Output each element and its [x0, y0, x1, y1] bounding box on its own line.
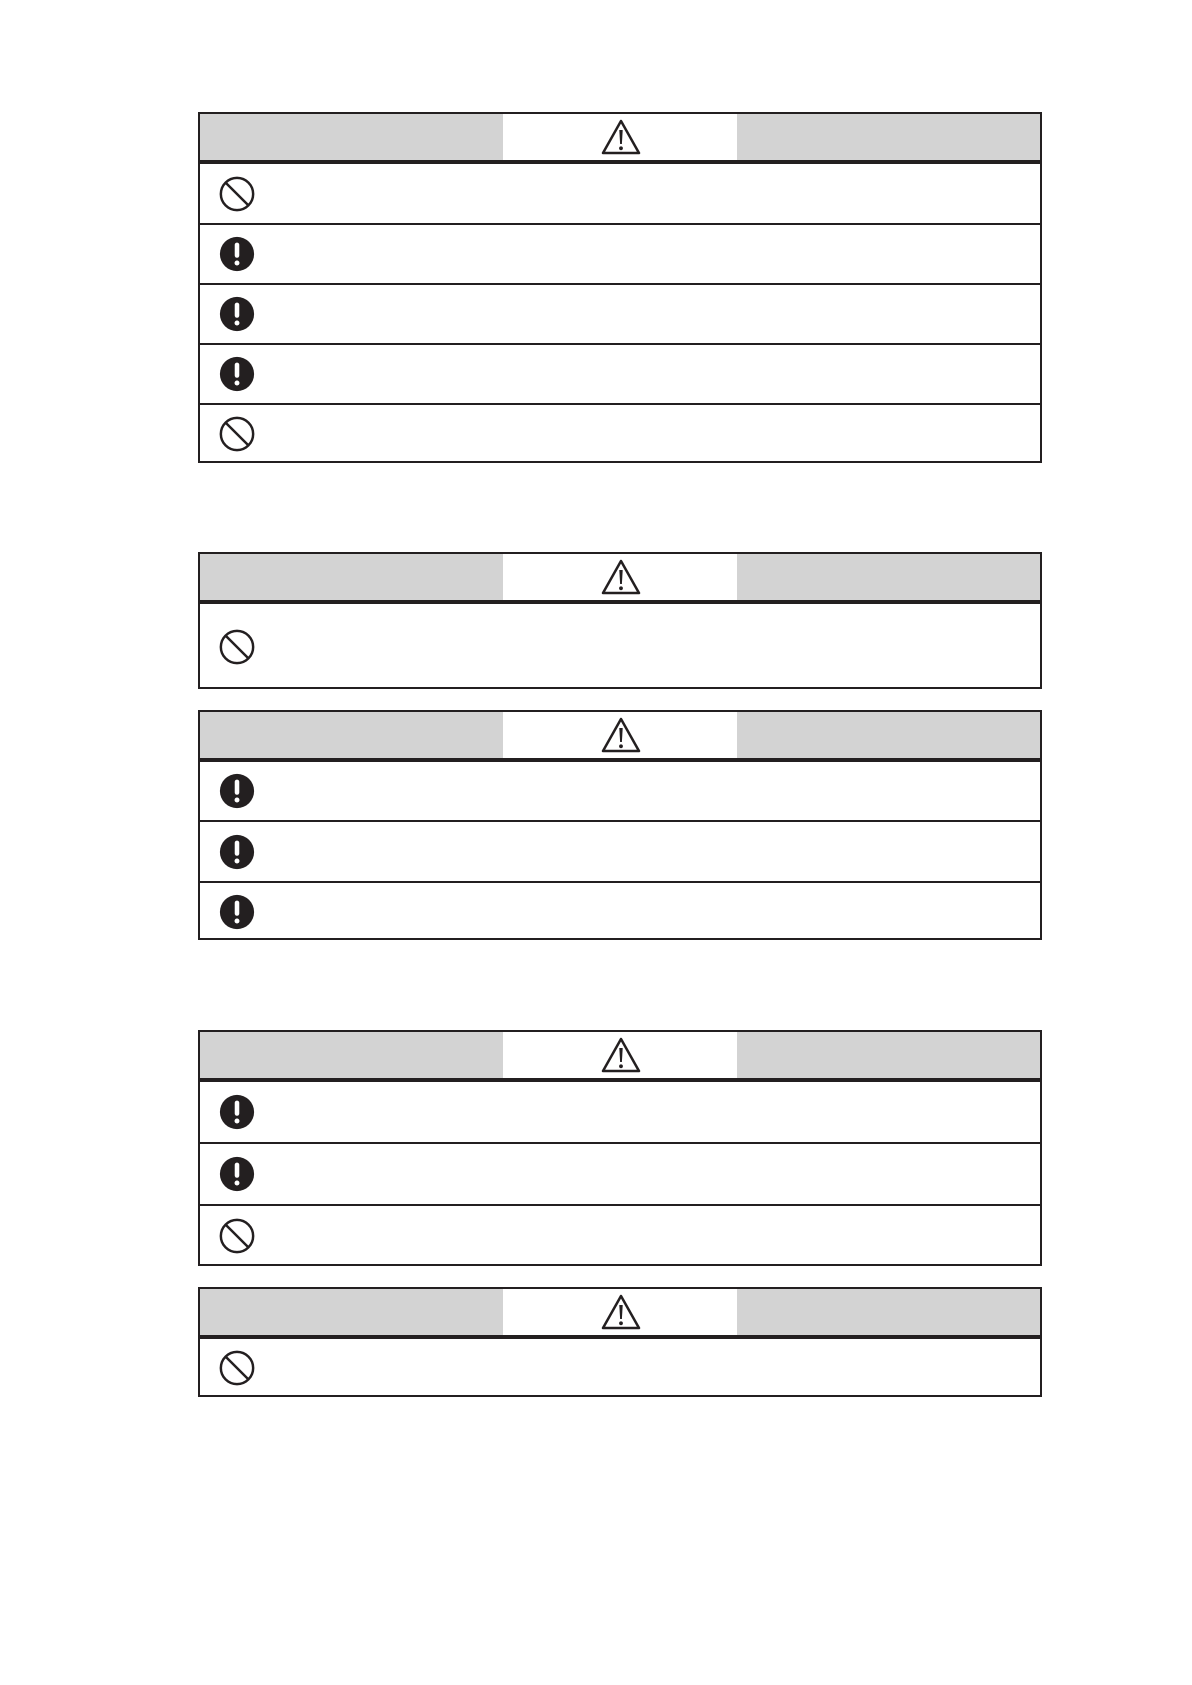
header-gray-band-left [200, 114, 503, 160]
warning-row [200, 1142, 1040, 1204]
warning-row [200, 223, 1040, 283]
header-warning-cell [503, 554, 739, 600]
warning-row [200, 162, 1040, 223]
warning-panel-header [200, 1032, 1040, 1080]
warning-panel-header [200, 114, 1040, 162]
prohibition-icon [218, 175, 256, 213]
prohibition-icon [218, 415, 256, 453]
header-gray-band-left [200, 1032, 503, 1078]
header-gray-band-left [200, 712, 503, 758]
prohibition-icon [218, 628, 256, 666]
warning-triangle-icon [601, 559, 641, 595]
header-warning-cell [503, 712, 739, 758]
warning-panel-3 [198, 710, 1042, 940]
warning-panel-header [200, 554, 1040, 602]
prohibition-icon [218, 1217, 256, 1255]
header-gray-band-right [737, 554, 1040, 600]
mandatory-icon [218, 772, 256, 810]
header-gray-band-left [200, 1289, 503, 1335]
warning-row [200, 283, 1040, 343]
header-gray-band-right [737, 712, 1040, 758]
warning-triangle-icon [601, 717, 641, 753]
warning-panel-1 [198, 112, 1042, 463]
mandatory-icon [218, 355, 256, 393]
warning-triangle-icon [601, 1294, 641, 1330]
header-gray-band-left [200, 554, 503, 600]
warning-row [200, 403, 1040, 463]
header-gray-band-right [737, 1289, 1040, 1335]
warning-panel-4 [198, 1030, 1042, 1266]
header-warning-cell [503, 1289, 739, 1335]
warning-row [200, 820, 1040, 881]
warning-panel-header [200, 712, 1040, 760]
header-warning-cell [503, 1032, 739, 1078]
mandatory-icon [218, 893, 256, 931]
prohibition-icon [218, 1349, 256, 1387]
header-gray-band-right [737, 1032, 1040, 1078]
warning-row [200, 760, 1040, 820]
warning-panel-header [200, 1289, 1040, 1337]
warning-row [200, 343, 1040, 403]
warning-row [200, 881, 1040, 941]
mandatory-icon [218, 295, 256, 333]
mandatory-icon [218, 1155, 256, 1193]
mandatory-icon [218, 833, 256, 871]
header-gray-band-right [737, 114, 1040, 160]
header-warning-cell [503, 114, 739, 160]
mandatory-icon [218, 235, 256, 273]
warning-panel-5 [198, 1287, 1042, 1397]
warning-triangle-icon [601, 1037, 641, 1073]
warning-row [200, 602, 1040, 689]
warning-panel-2 [198, 552, 1042, 689]
warning-triangle-icon [601, 119, 641, 155]
warning-row [200, 1204, 1040, 1266]
warning-row [200, 1080, 1040, 1142]
mandatory-icon [218, 1093, 256, 1131]
warning-row [200, 1337, 1040, 1397]
